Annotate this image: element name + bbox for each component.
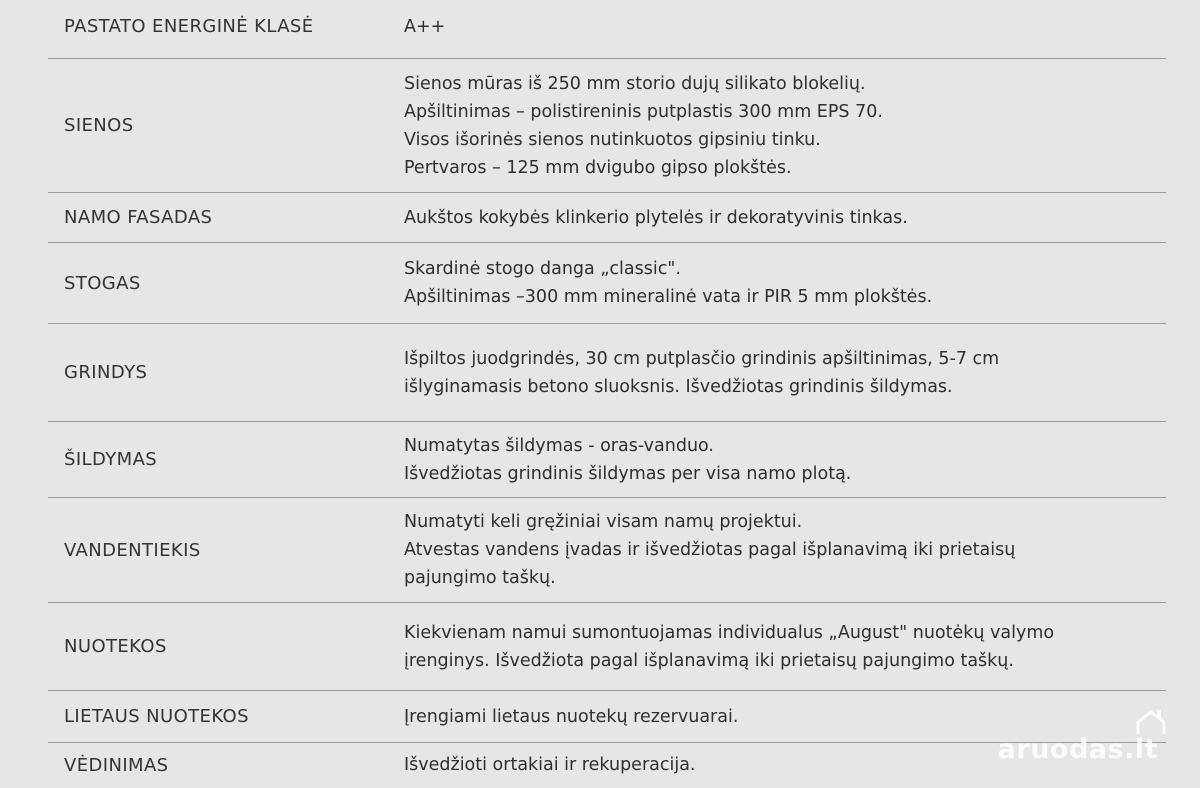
row-label: GRINDYS (48, 324, 390, 422)
value-line: Apšiltinimas –300 mm mineralinė vata ir PIR 5 mm plokštės. (404, 287, 933, 307)
value-line: Aukštos kokybės klinkerio plytelės ir dekoratyvinis tinkas. (404, 207, 908, 228)
value-line: Pertvaros – 125 mm dvigubo gipso plokštės. (404, 157, 792, 178)
table-row (48, 59, 1166, 193)
row-value (390, 243, 1166, 324)
value-line: išlyginamasis betono sluoksnis. Išvedžiotas grindinis šildymas. (404, 376, 953, 397)
row-label: VANDENTIEKIS (48, 498, 390, 603)
row-label: LIETAUS NUOTEKOS (48, 691, 390, 743)
row-label: NUOTEKOS (48, 603, 390, 691)
value-line: Visos išorinės sienos nutinkuotos gipsiniu tinku. (404, 129, 821, 150)
row-value (390, 59, 1166, 193)
watermark-text: aruodas.lt (997, 733, 1158, 765)
row-value (390, 193, 1166, 243)
row-value (390, 0, 1166, 59)
row-label: VĖDINIMAS (48, 743, 390, 788)
aruodas-watermark (998, 724, 1158, 774)
table-row (48, 0, 1166, 59)
row-label: ŠILDYMAS (48, 422, 390, 498)
value-line: įrenginys. Išvedžiota pagal išplanavimą iki prietaisų pajungimo taškų. (404, 650, 1014, 671)
table-row (48, 324, 1166, 422)
value-line: pajungimo taškų. (404, 568, 556, 588)
row-value (390, 324, 1166, 422)
row-value (390, 422, 1166, 498)
table-row (48, 603, 1166, 691)
row-label: STOGAS (48, 243, 390, 324)
table-row (48, 193, 1166, 243)
value-line: Sienos mūras iš 250 mm storio dujų silikato blokelių. (404, 73, 866, 94)
value-line: A++ (404, 16, 446, 37)
row-label: PASTATO ENERGINĖ KLASĖ (48, 0, 390, 59)
table-row (48, 422, 1166, 498)
value-line: Įrengiami lietaus nuotekų rezervuarai. (404, 706, 739, 727)
house-logo-icon (1134, 708, 1168, 738)
value-line: Apšiltinimas – polistireninis putplastis 300 mm EPS 70. (404, 101, 883, 122)
value-line: Atvestas vandens įvadas ir išvedžiotas pagal išplanavimą iki prietaisų (404, 540, 1016, 560)
value-line: Skardinė stogo danga „classic". (404, 259, 681, 279)
table-row (48, 243, 1166, 324)
value-line: Kiekvienam namui sumontuojamas individualus „August" nuotėkų valymo (404, 622, 1055, 643)
value-line: Išvedžioti ortakiai ir rekuperacija. (404, 755, 696, 776)
value-line: Numatytas šildymas - oras-vanduo. (404, 435, 714, 456)
value-line: Išpiltos juodgrindės, 30 cm putplasčio grindinis apšiltinimas, 5-7 cm (404, 348, 1000, 369)
specification-table (48, 0, 1166, 788)
value-line: Numatyti keli gręžiniai visam namų projektui. (404, 512, 803, 532)
table-row (48, 498, 1166, 603)
row-value (390, 498, 1166, 603)
row-label: SIENOS (48, 59, 390, 193)
row-value (390, 603, 1166, 691)
value-line: Išvedžiotas grindinis šildymas per visa namo plotą. (404, 463, 852, 484)
row-label: NAMO FASADAS (48, 193, 390, 243)
